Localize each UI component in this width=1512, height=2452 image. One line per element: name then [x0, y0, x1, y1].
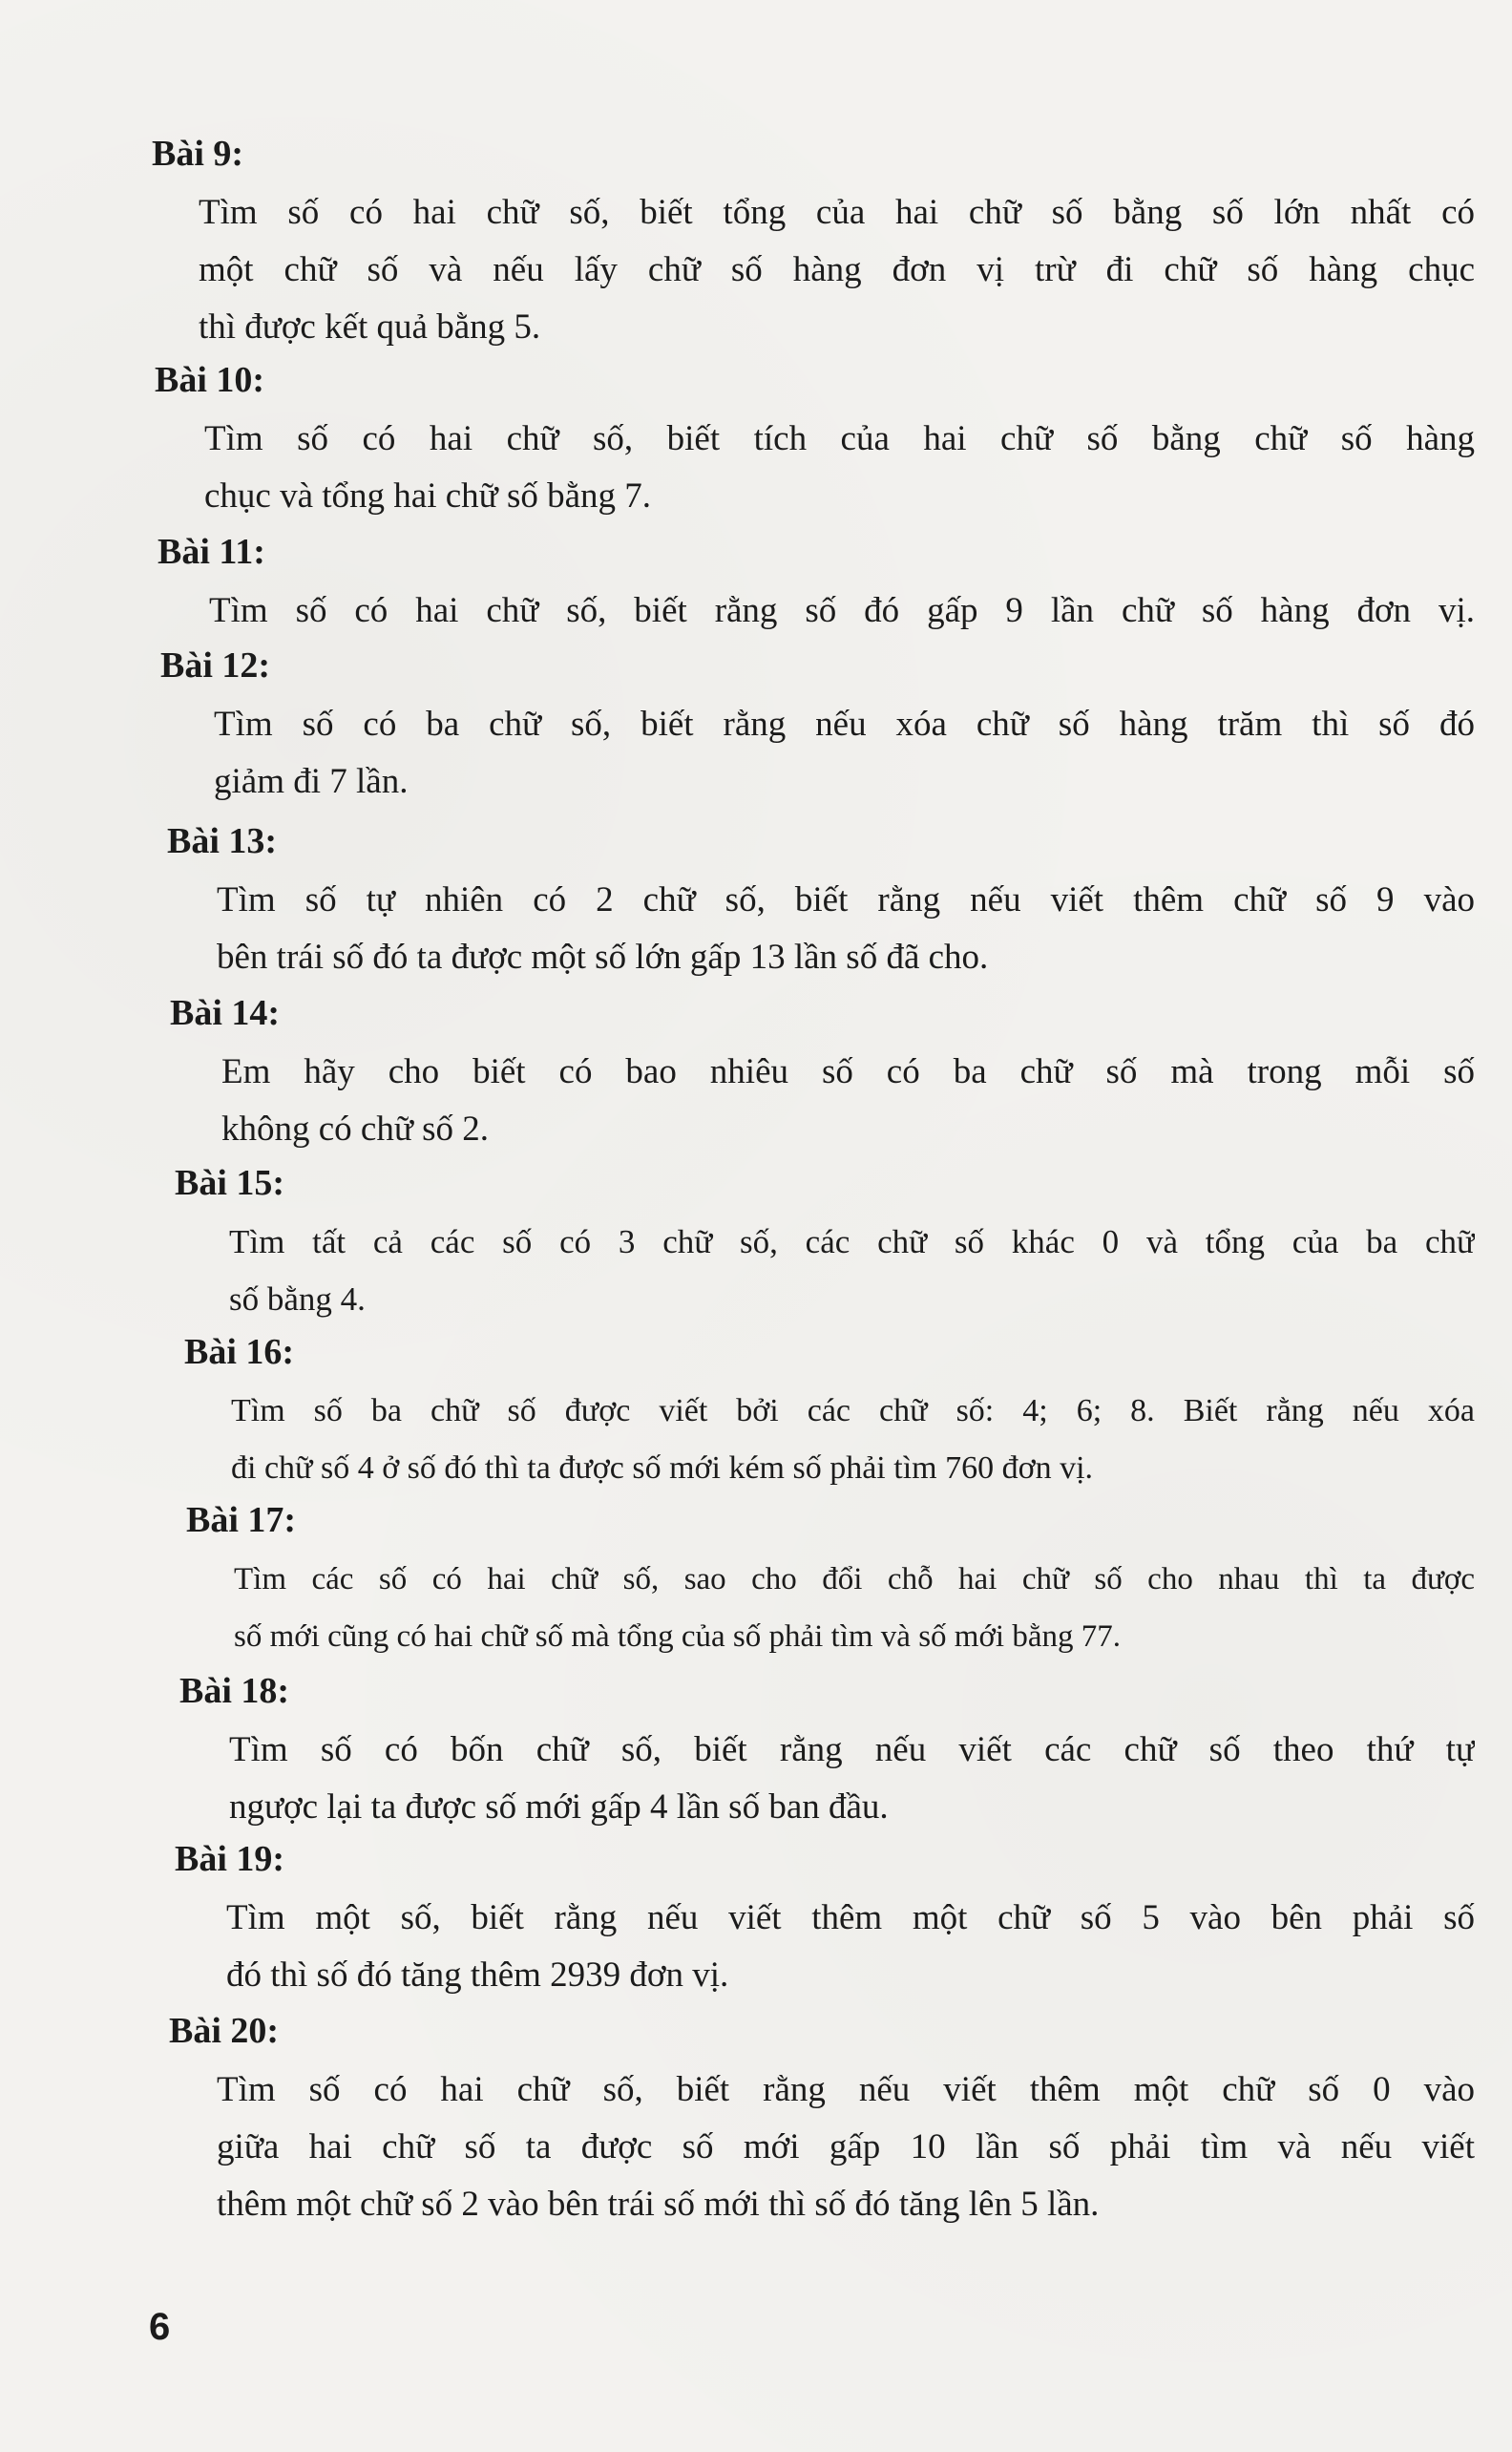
- exercise-line: số bằng 4.: [229, 1280, 366, 1318]
- exercise-line: đi chữ số 4 ở số đó thì ta được số mới kém số phải tìm 760 đơn vị.: [231, 1450, 1094, 1486]
- exercise-title: Bài 17:: [186, 1500, 297, 1540]
- exercise-title: Bài 9:: [152, 134, 244, 174]
- exercise-body: [231, 1383, 1475, 1497]
- exercise-line: ngược lại ta được số mới gấp 4 lần số ban đầu.: [229, 1787, 889, 1827]
- exercise-body: [217, 872, 1475, 986]
- exercise-body: [229, 1722, 1475, 1836]
- exercise-title: Bài 10:: [155, 360, 265, 400]
- exercise-line: thì được kết quả bằng 5.: [199, 307, 541, 347]
- exercise-title: Bài 11:: [158, 532, 265, 572]
- exercise-body: [209, 582, 1475, 640]
- exercise-title: Bài 20:: [169, 2011, 280, 2051]
- exercise-body: [226, 1890, 1475, 2004]
- exercise-line: bên trái số đó ta được một số lớn gấp 13 lần số đã cho.: [217, 938, 989, 977]
- exercise-line: Tìm tất cả các số có 3 chữ số, các chữ số khác 0 và tổng của ba chữ: [229, 1223, 1475, 1260]
- exercise-body: [221, 1044, 1475, 1158]
- exercise-title: Bài 14:: [170, 993, 281, 1033]
- exercise-title: Bài 13:: [167, 821, 278, 861]
- exercise-line: Tìm số ba chữ số được viết bởi các chữ số: 4; 6; 8. Biết rằng nếu xóa: [231, 1393, 1475, 1428]
- exercise-line: không có chữ số 2.: [221, 1110, 490, 1149]
- exercise-line: chục và tổng hai chữ số bằng 7.: [204, 476, 652, 516]
- exercise-line: Tìm số có hai chữ số, biết tích của hai chữ số bằng chữ số hàng: [204, 419, 1475, 458]
- exercise-line: một chữ số và nếu lấy chữ số hàng đơn vị trừ đi chữ số hàng chục: [199, 250, 1475, 289]
- exercise-title: Bài 18:: [179, 1671, 290, 1711]
- exercise-line: số mới cũng có hai chữ số mà tổng của số phải tìm và số mới bằng 77.: [234, 1619, 1121, 1654]
- exercise-title: Bài 16:: [184, 1332, 295, 1372]
- exercise-body: [199, 184, 1475, 356]
- exercise-line: giảm đi 7 lần.: [214, 762, 409, 801]
- exercise-title: Bài 12:: [160, 645, 271, 686]
- exercise-body: [204, 411, 1475, 525]
- exercise-body: [229, 1214, 1475, 1328]
- exercise-line: Tìm số có hai chữ số, biết tổng của hai chữ số bằng số lớn nhất có: [199, 193, 1475, 232]
- exercise-title: Bài 15:: [175, 1163, 285, 1203]
- exercise-line: đó thì số đó tăng thêm 2939 đơn vị.: [226, 1955, 729, 1995]
- exercise-line: Tìm số có bốn chữ số, biết rằng nếu viết các chữ số theo thứ tự: [229, 1730, 1475, 1769]
- exercise-line: Em hãy cho biết có bao nhiêu số có ba chữ số mà trong mỗi số: [221, 1052, 1475, 1091]
- exercise-line: thêm một chữ số 2 vào bên trái số mới thì số đó tăng lên 5 lần.: [217, 2185, 1100, 2224]
- page-number: 6: [149, 2306, 171, 2348]
- exercise-line: Tìm số tự nhiên có 2 chữ số, biết rằng nếu viết thêm chữ số 9 vào: [217, 880, 1475, 920]
- exercise-line: Tìm một số, biết rằng nếu viết thêm một chữ số 5 vào bên phải số: [226, 1898, 1475, 1937]
- exercise-line: Tìm các số có hai chữ số, sao cho đổi chỗ hai chữ số cho nhau thì ta được: [234, 1562, 1475, 1596]
- exercise-body: [214, 696, 1475, 811]
- exercise-body: [234, 1551, 1475, 1665]
- exercise-title: Bài 19:: [175, 1839, 285, 1879]
- exercise-body: [217, 2061, 1475, 2233]
- exercise-line: giữa hai chữ số ta được số mới gấp 10 lần số phải tìm và nếu viết: [217, 2127, 1475, 2167]
- exercise-line: Tìm số có hai chữ số, biết rằng số đó gấp 9 lần chữ số hàng đơn vị.: [209, 591, 1475, 630]
- exercise-line: Tìm số có hai chữ số, biết rằng nếu viết thêm một chữ số 0 vào: [217, 2070, 1475, 2109]
- exercise-line: Tìm số có ba chữ số, biết rằng nếu xóa chữ số hàng trăm thì số đó: [214, 705, 1475, 744]
